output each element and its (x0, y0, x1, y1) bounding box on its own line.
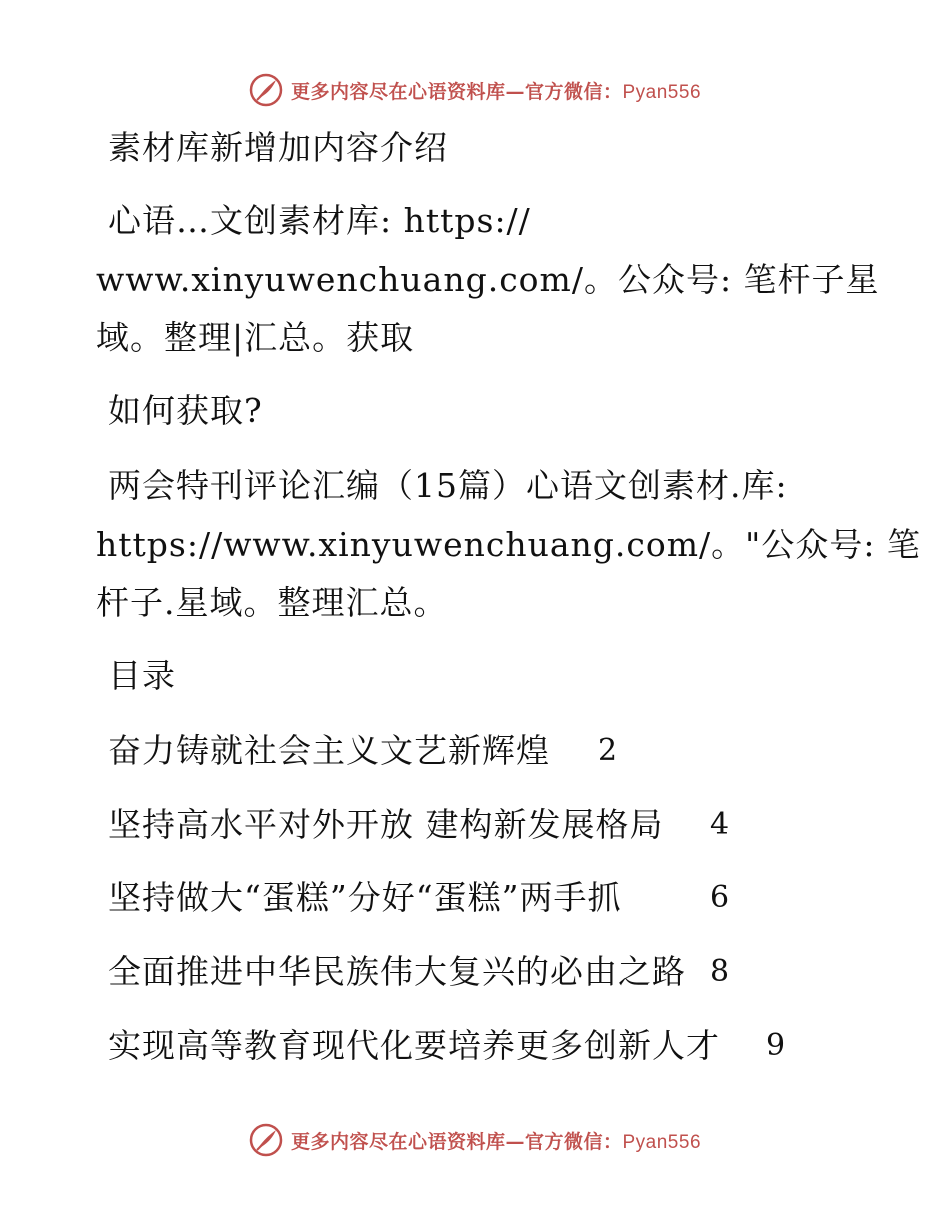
quill-pen-icon (249, 1123, 283, 1157)
watermark-text: 更多内容尽在心语资料库—官方微信：Pyan556 (290, 1130, 702, 1153)
toc-entry-title: 奋力铸就社会主义文艺新辉煌 (108, 731, 550, 770)
toc-entry (108, 952, 686, 992)
compilation-line-2: https://www.xinyuwenchuang.com/。"公众号: 笔 (96, 525, 921, 564)
compilation-line-1: 两会特刊评论汇编（15篇）心语文创素材.库: (108, 466, 788, 505)
toc-entry-page: 2 (598, 733, 618, 768)
toc-entry (108, 878, 621, 918)
intro-line-1: 心语…文创素材库: https:// (108, 201, 531, 240)
toc-entry-title: 实现高等教育现代化要培养更多创新人才 (108, 1026, 720, 1065)
toc-entry-page: 6 (710, 880, 730, 915)
toc-entry-title: 全面推进中华民族伟大复兴的必由之路 (108, 952, 686, 991)
toc-entry-page: 9 (766, 1028, 786, 1063)
watermark-text: 更多内容尽在心语资料库—官方微信：Pyan556 (290, 80, 702, 103)
intro-line-3: 域。整理|汇总。获取 (96, 318, 415, 357)
compilation-line-3: 杆子.星域。整理汇总。 (96, 583, 448, 622)
toc-entry-page: 4 (710, 807, 730, 842)
page-title: 素材库新增加内容介绍 (108, 128, 448, 167)
toc-entry (108, 731, 550, 771)
toc-entry (108, 805, 664, 845)
toc-entry-title: 坚持做大“蛋糕”分好“蛋糕”两手抓 (108, 878, 622, 917)
how-to-heading: 如何获取? (108, 391, 263, 430)
footer-watermark (0, 1120, 950, 1160)
toc-entry (108, 1026, 720, 1066)
toc-entry-page: 8 (710, 954, 730, 989)
toc-title: 目录 (108, 656, 176, 695)
intro-line-2: www.xinyuwenchuang.com/。公众号: 笔杆子星 (96, 260, 880, 299)
toc-entry-title: 坚持高水平对外开放 建构新发展格局 (108, 805, 664, 844)
